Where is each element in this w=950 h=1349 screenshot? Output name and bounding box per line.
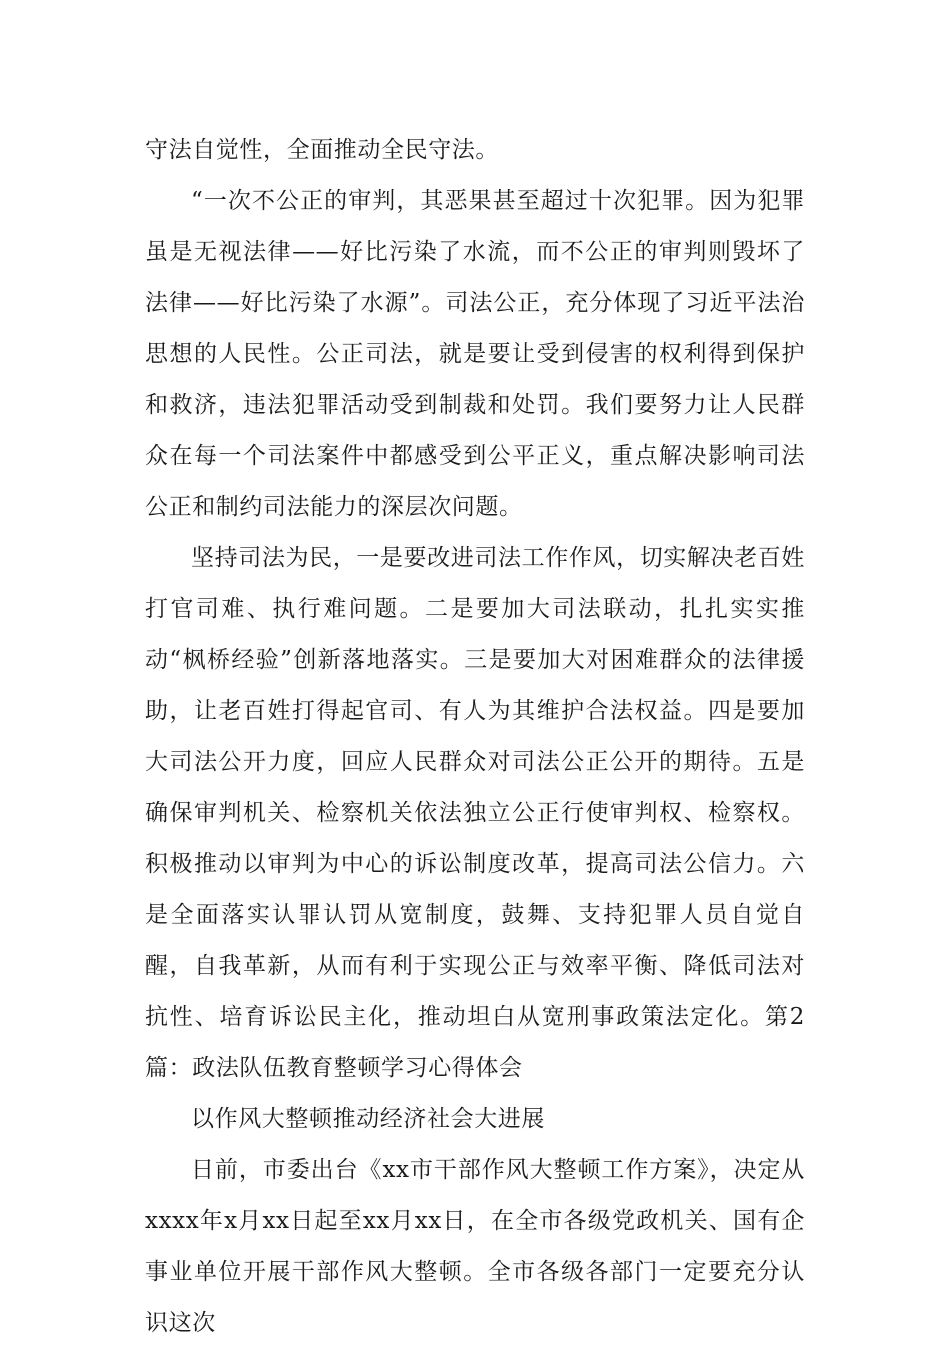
section-heading: 以作风大整顿推动经济社会大进展 (191, 1106, 545, 1132)
paragraph-1: 守法自觉性，全面推动全民守法。 (145, 137, 499, 163)
paragraph-4: 日前，市委出台《xx市干部作风大整顿工作方案》，决定从xxxx年x月xx日起至xx月xx日，在全市各级党政机关、国有企事业单位开展干部作风大整顿。全市各级各部门一定要充分认识这次 (145, 1157, 805, 1336)
paragraph-2: “一次不公正的审判，其恶果甚至超过十次犯罪。因为犯罪虽是无视法律——好比污染了水流，而不公正的审判则毁坏了法律——好比污染了水源”。司法公正，充分体现了习近平法治思想的人民性。公正司法，就是要让受到侵害的权利得到保护和救济，违法犯罪活动受到制裁和处罚。我们要努力让人民群众在每一个司法案件中都感受到公平正义，重点解决影响司法公正和制约司法能力的深层次问题。 (145, 188, 805, 520)
document-body (145, 125, 805, 1349)
paragraph-3: 坚持司法为民，一是要改进司法工作作风，切实解决老百姓打官司难、执行难问题。二是要加大司法联动，扎扎实实推动“枫桥经验”创新落地落实。三是要加大对困难群众的法律援助，让老百姓打得起官司、有人为其维护合法权益。四是要加大司法公开力度，回应人民群众对司法公正公开的期待。五是确保审判机关、检察机关依法独立公正行使审判权、检察权。积极推动以审判为中心的诉讼制度改革，提高司法公信力。六是全面落实认罪认罚从宽制度，鼓舞、支持犯罪人员自觉自醒，自我革新，从而有利于实现公正与效率平衡、降低司法对抗性、培育诉讼民主化，推动坦白从宽刑事政策法定化。第2篇：政法队伍教育整顿学习心得体会 (145, 545, 805, 1081)
